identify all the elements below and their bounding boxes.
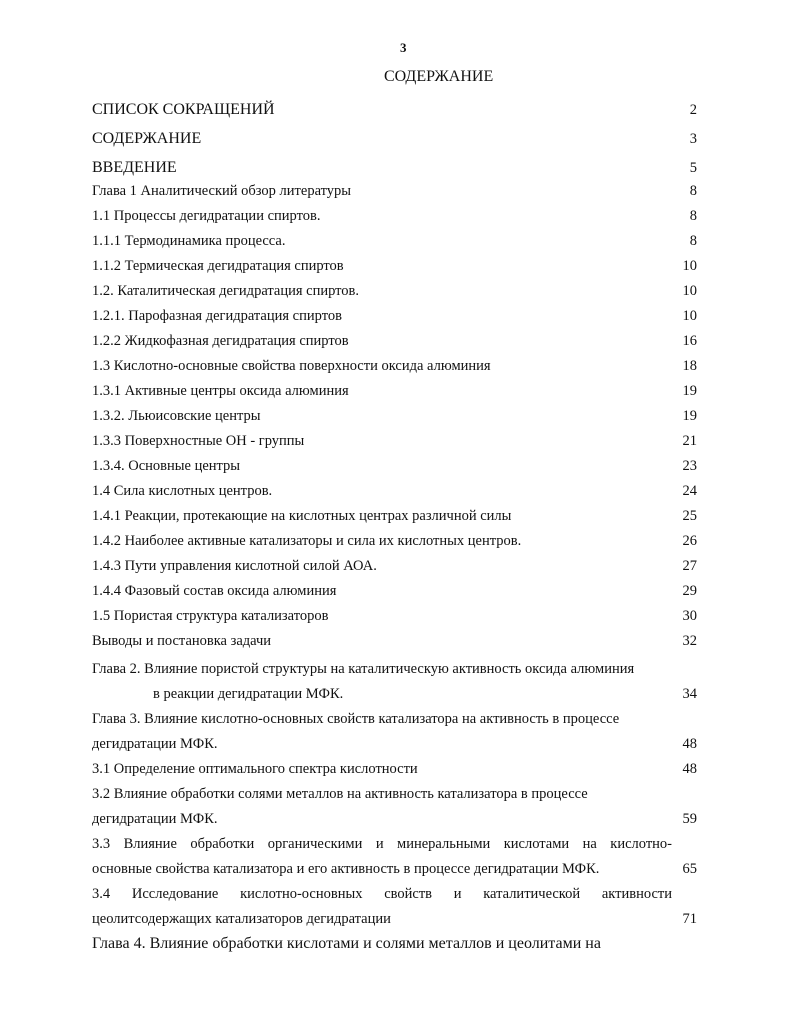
toc-entry-page: 19 [682,408,697,424]
toc-entry-page: 26 [682,533,697,549]
toc-entry-title: 1.4.4 Фазовый состав оксида алюминия [92,583,337,599]
toc-entry-title: 1.3.3 Поверхностные ОН - группы [92,433,305,449]
toc-entry-title: 3.2 Влияние обработки солями металлов на активность катализатора в процессе [92,786,588,802]
toc-entry-page: 2 [689,102,697,118]
toc-entry-title: 3.4 Исследование кислотно-основных свойств и каталитической активности [92,886,672,902]
toc-entry-page: 59 [682,811,697,827]
toc-entry-title: 1.1 Процессы дегидратации спиртов. [92,208,321,224]
toc-entry-title: 1.4.3 Пути управления кислотной силой АОА. [92,558,377,574]
toc-entry-title: 3.3 Влияние обработки органическими и минеральными кислотами на кислотно- [92,836,672,852]
toc-entry-title: дегидратации МФК. [92,811,218,827]
toc-entry-title: Выводы и постановка задачи [92,633,272,649]
toc-entry-title: Глава 3. Влияние кислотно-основных свойств катализатора на активность в процессе [92,711,620,727]
toc-entry-title: Глава 2. Влияние пористой структуры на каталитическую активность оксида алюминия [92,661,635,677]
toc-entry-title: 1.4.1 Реакции, протекающие на кислотных центрах различной силы [92,508,512,524]
toc-entry-title: 1.3.1 Активные центры оксида алюминия [92,383,349,399]
toc-entry-title: 1.3.4. Основные центры [92,458,241,474]
toc-entry-title: основные свойства катализатора и его активность в процессе дегидратации МФК. [92,861,600,877]
page-title: СОДЕРЖАНИЕ [384,68,494,85]
toc-entry-page: 8 [689,208,697,224]
toc-entry-title: цеолитсодержащих катализаторов дегидратации [92,911,391,927]
toc-entry-title: 1.4 Сила кислотных центров. [92,483,273,499]
toc-entry-page: 10 [682,283,697,299]
toc-entry-title: 1.2.1. Парофазная дегидратация спиртов [92,308,342,324]
toc-entry-page: 30 [682,608,697,624]
toc-entry-title: СПИСОК СОКРАЩЕНИЙ [92,101,275,118]
toc-entry-page: 23 [682,458,697,474]
toc-entry-page: 27 [682,558,697,574]
toc-entry-title: 1.2. Каталитическая дегидратация спиртов. [92,283,360,299]
toc-entry-title: Глава 4. Влияние обработки кислотами и солями металлов и цеолитами на [92,935,601,952]
toc-entry-page: 8 [689,183,697,199]
toc-entry-title: ВВЕДЕНИЕ [92,159,177,176]
toc-entry-page: 3 [689,131,697,147]
toc-entry-title: 1.3.2. Льюисовские центры [92,408,261,424]
toc-entry-title: 1.1.2 Термическая дегидратация спиртов [92,258,344,274]
toc-entry-title: Глава 1 Аналитический обзор литературы [92,183,352,199]
toc-entry-page: 71 [682,911,697,927]
toc-entry-title: дегидратации МФК. [92,736,218,752]
toc-entry-title: 3.1 Определение оптимального спектра кислотности [92,761,418,777]
toc-entry-title: СОДЕРЖАНИЕ [92,130,202,147]
toc-entry-page: 48 [682,736,697,752]
toc-entry-page: 32 [682,633,697,649]
toc-entry-page: 5 [689,160,697,176]
toc-entry-page: 18 [682,358,697,374]
page-number: 3 [400,40,407,55]
toc-entry-title: 1.4.2 Наиболее активные катализаторы и сила их кислотных центров. [92,533,522,549]
toc-entry-page: 65 [682,861,697,877]
toc-entry-title: в реакции дегидратации МФК. [153,686,344,702]
toc-entry-page: 21 [682,433,697,449]
toc-entry-page: 19 [682,383,697,399]
toc-entry-page: 29 [682,583,697,599]
toc-entry-title: 1.5 Пористая структура катализаторов [92,608,329,624]
toc-entry-page: 25 [682,508,697,524]
toc-entry-page: 10 [682,258,697,274]
toc-entry-title: 1.1.1 Термодинамика процесса. [92,233,286,249]
toc-entry-page: 16 [682,333,697,349]
toc-entry-page: 24 [682,483,697,499]
toc-entry-page: 34 [682,686,697,702]
toc-entry-page: 48 [682,761,697,777]
toc-entry-page: 8 [689,233,697,249]
toc-entry-title: 1.3 Кислотно-основные свойства поверхности оксида алюминия [92,358,491,374]
toc-entry-title: 1.2.2 Жидкофазная дегидратация спиртов [92,333,349,349]
toc-entry-page: 10 [682,308,697,324]
